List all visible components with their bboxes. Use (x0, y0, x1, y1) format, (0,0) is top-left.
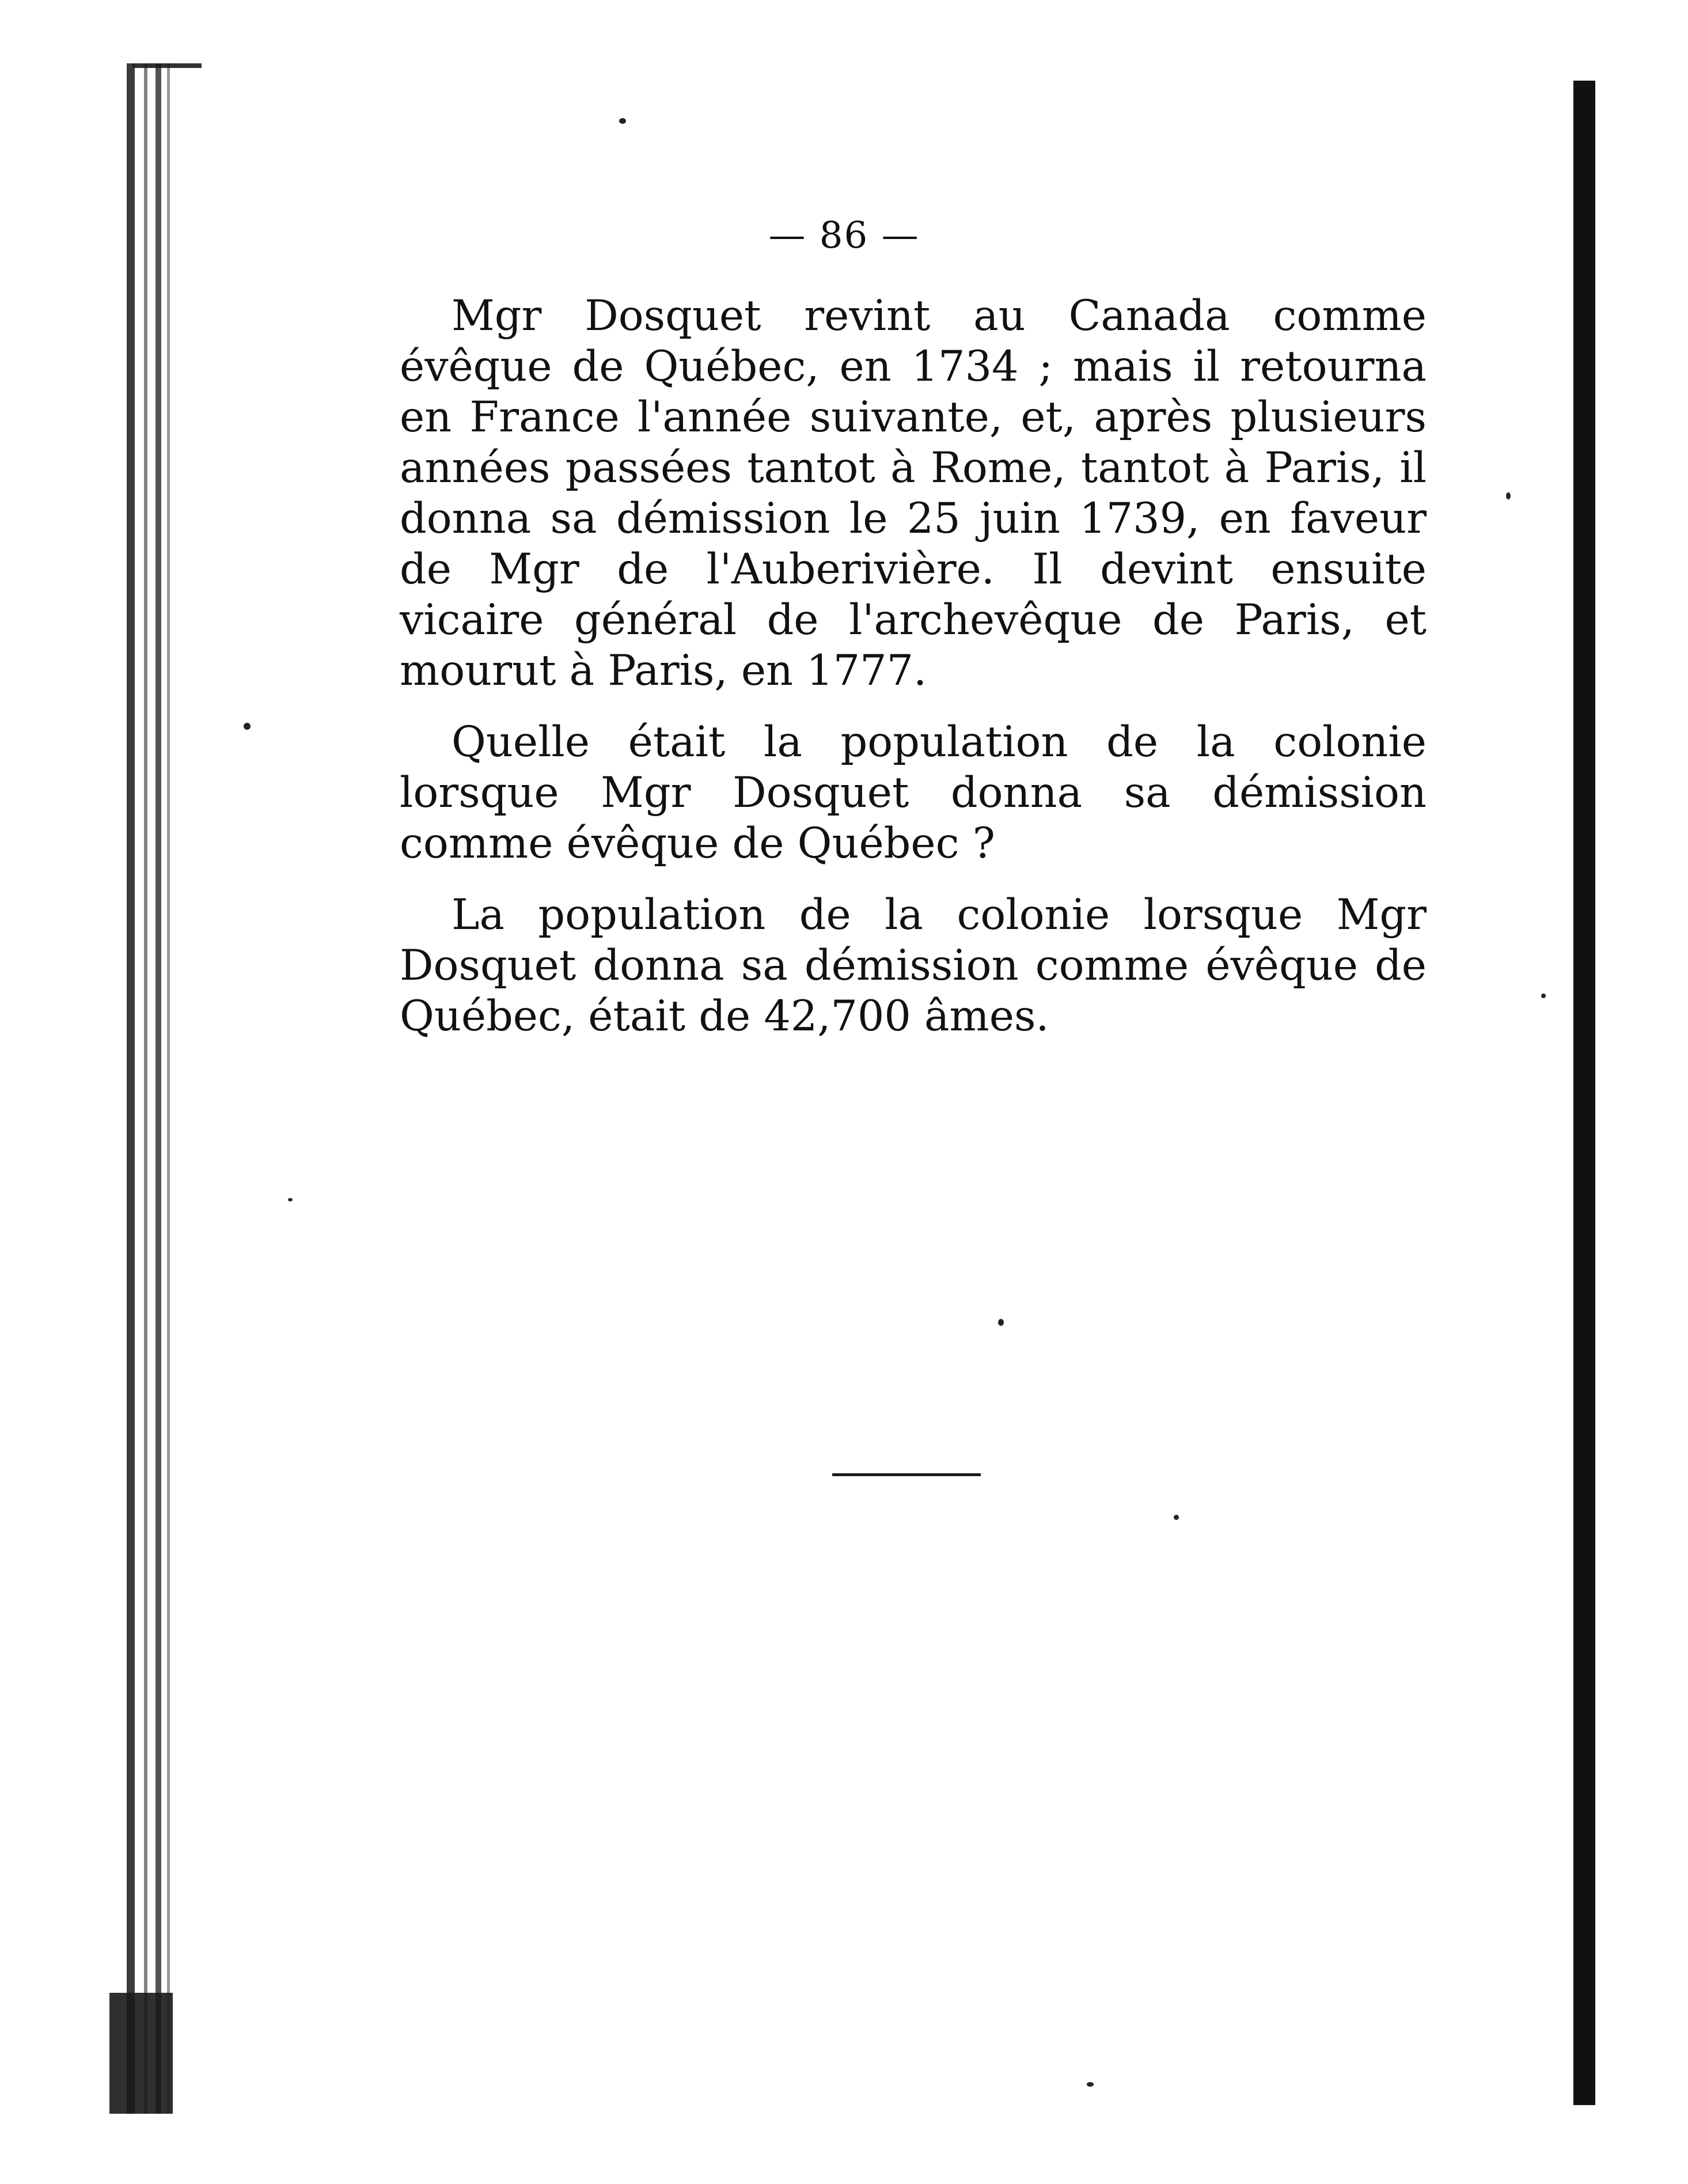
scan-speck (998, 1319, 1004, 1326)
scan-speck (244, 723, 251, 730)
paragraph-3: La population de la colonie lorsque Mgr Dosquet donna sa démission comme évêque de Québec, était de 42,700 âmes. (400, 890, 1427, 1041)
scan-speck (619, 118, 626, 124)
scan-speck (1541, 994, 1546, 998)
scan-speck (1087, 2082, 1094, 2087)
paragraph-1: Mgr Dosquet revint au Canada comme évêque de Québec, en 1734 ; mais il retourna en France l'année suivante, et, après plusieurs années passées tantot à Rome, tantot à Paris, il donna sa démission le 25 juin 1739, en faveur de Mgr de l'Auberivière. Il devint ensuite vicaire général de l'archevêque de Paris, et mourut à Paris, en 1777. (400, 291, 1427, 695)
paragraph-2: Quelle était la population de la colonie lorsque Mgr Dosquet donna sa démission comme évêque de Québec ? (400, 718, 1427, 868)
scan-speck (288, 1198, 293, 1201)
page-number: — 86 — (768, 214, 920, 257)
body-text (400, 291, 1427, 1063)
scan-speck (1506, 492, 1511, 499)
binding-edge (109, 63, 230, 2114)
scan-speck (1174, 1515, 1179, 1520)
section-divider (832, 1473, 981, 1476)
right-border (1573, 81, 1595, 2105)
